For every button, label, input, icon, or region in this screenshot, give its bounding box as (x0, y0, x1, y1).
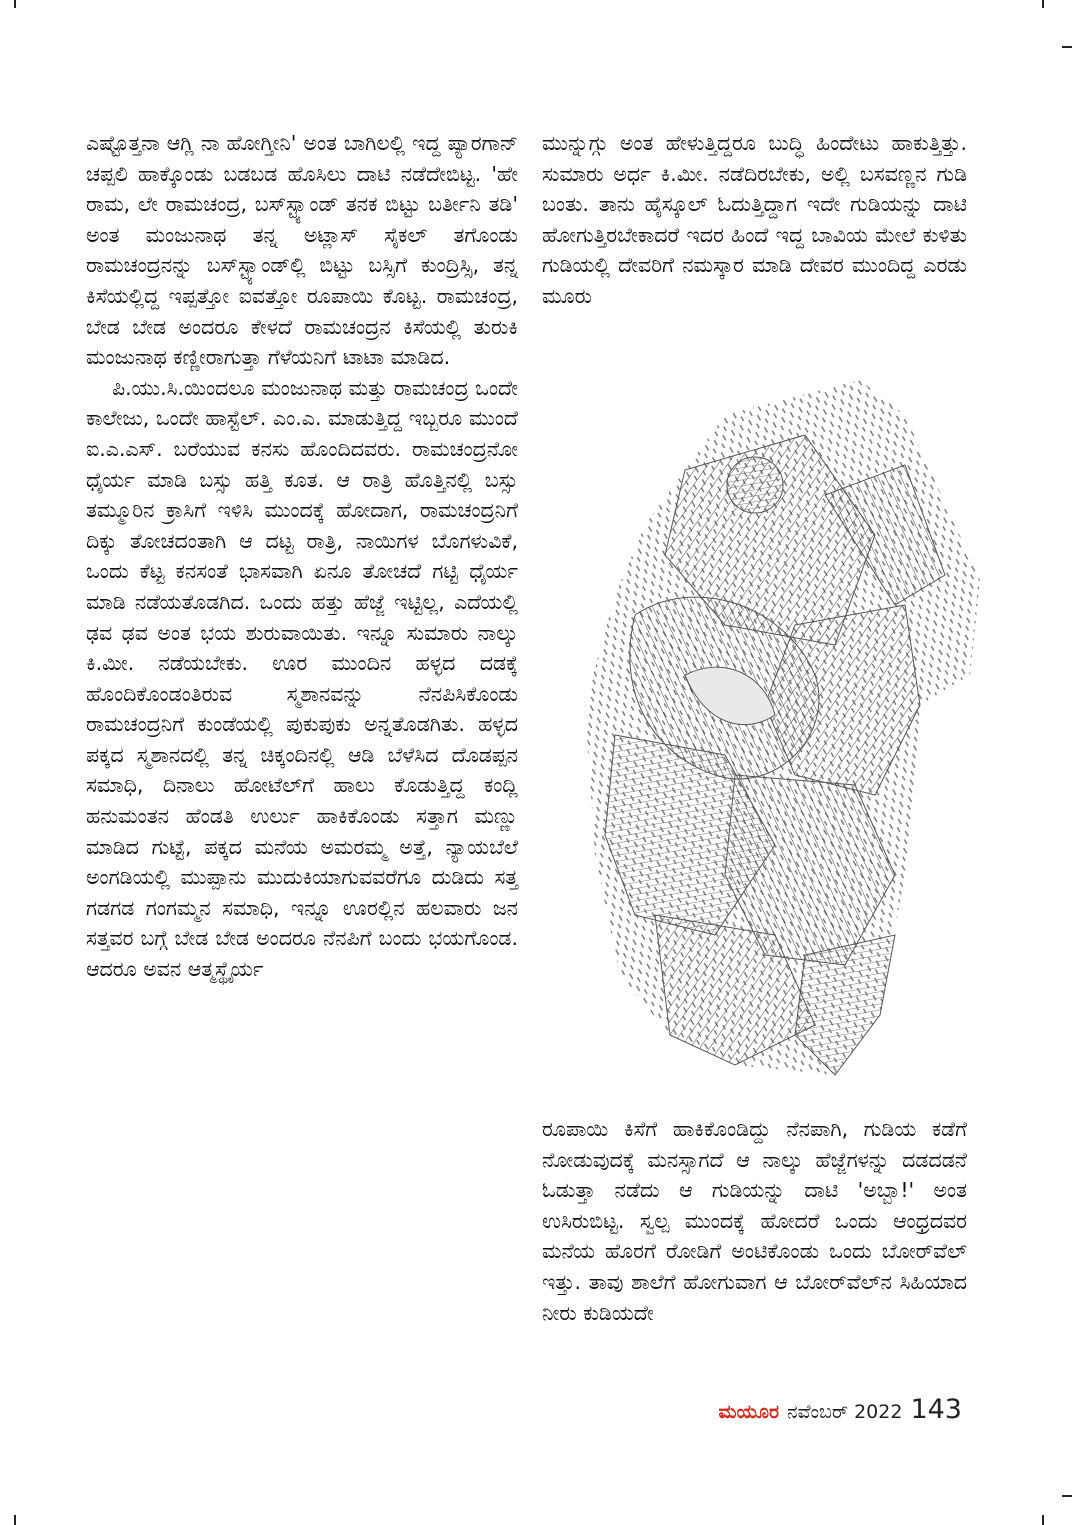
crop-mark-top-right (1042, 0, 1044, 8)
article-left-column (86, 128, 518, 985)
article-right-column-top (542, 128, 967, 312)
abstract-pencil-sketch-icon (575, 375, 995, 1080)
paragraph: ರೂಪಾಯಿ ಕಿಸೆಗೆ ಹಾಕಿಕೊಂಡಿದ್ದು ನೆನಪಾಗಿ, ಗುಡಿಯ ಕಡೆಗೆ ನೋಡುವುದಕ್ಕೆ ಮನಸ್ಸಾಗದೆ ಆ ನಾಲ್ಕು ಹೆಜ್ಜೆಗಳನ್ನು ದಡದಡನೆ ಓಡುತ್ತಾ ನಡೆದು ಆ ಗುಡಿಯನ್ನು ದಾಟಿ 'ಅಬ್ಬಾ!' ಅಂತ ಉಸಿರುಬಿಟ್ಟ. ಸ್ವಲ್ಪ ಮುಂದಕ್ಕೆ ಹೋದರೆ ಒಂದು ಆಂಧ್ರದವರ ಮನೆಯ ಹೊರಗೆ ರೋಡಿಗೆ ಅಂಟಿಕೊಂಡು ಒಂದು ಬೋರ್‌ವೆಲ್ ಇತ್ತು. ತಾವು ಶಾಲೆಗೆ ಹೋಗುವಾಗ ಆ ಬೋರ್‌ವೆಲ್‌ನ ಸಿಹಿಯಾದ ನೀರು ಕುಡಿಯದೇ (542, 1117, 967, 1325)
page-number: 143 (910, 1394, 962, 1425)
issue-date: ನವೆಂಬರ್ 2022 (787, 1401, 903, 1423)
paragraph: ಎಷ್ಟೊತ್ತನಾ ಆಗ್ಲಿ ನಾ ಹೋಗ್ತೀನಿ' ಅಂತ ಬಾಗಿಲಲ್ಲಿ ಇದ್ದ ಪ್ಯಾರಗಾನ್ ಚಪ್ಪಲಿ ಹಾಕ್ಕೊಂಡು ಬಡಬಡ ಹೊಸಿಲು ದಾಟಿ ನಡೆದೇಬಿಟ್ಟ. 'ಹೇ ರಾಮ, ಲೇ ರಾಮಚಂದ್ರ, ಬಸ್‌ಸ್ಟ್ಯಾಂಡ್ ತನಕ ಬಿಟ್ಟು ಬರ್ತೀನಿ ತಡಿ' ಅಂತ ಮಂಜುನಾಥ ತನ್ನ ಅಟ್ಲಾಸ್ ಸೈಕಲ್ ತಗೊಂಡು ರಾಮಚಂದ್ರನನ್ನು ಬಸ್‌ಸ್ಟ್ಯಾಂಡ್‌ಲ್ಲಿ ಬಿಟ್ಟು ಬಸ್ಸಿಗೆ ಕುಂದ್ರಿಸ್ಸಿ, ತನ್ನ ಕಿಸೆಯಲ್ಲಿದ್ದ ಇಪ್ಪತ್ತೋ ಐವತ್ತೋ ರೂಪಾಯಿ ಕೊಟ್ಟ. ರಾಮಚಂದ್ರ, ಬೇಡ ಬೇಡ ಅಂದರೂ ಕೇಳದೆ ರಾಮಚಂದ್ರನ ಕಿಸೆಯಲ್ಲಿ ತುರುಕಿ ಮಂಜುನಾಥ ಕಣ್ಣೀರಾಗುತ್ತಾ ಗೆಳೆಯನಿಗೆ ಟಾಟಾ ಮಾಡಿದ. (86, 131, 518, 370)
crop-mark-bottom-right (1042, 1515, 1044, 1525)
crop-mark-right-lower (1062, 1495, 1072, 1497)
paragraph: ಪಿ.ಯು.ಸಿ.ಯಿಂದಲೂ ಮಂಜುನಾಥ ಮತ್ತು ರಾಮಚಂದ್ರ ಒಂದೇ ಕಾಲೇಜು, ಒಂದೇ ಹಾಸ್ಟೆಲ್. ಎಂ.ಎ. ಮಾಡುತ್ತಿದ್ದ ಇಬ್ಬರೂ ಮುಂದೆ ಐ.ಎ.ಎಸ್. ಬರೆಯುವ ಕನಸು ಹೊಂದಿದವರು. ರಾಮಚಂದ್ರನೋ ಧೈರ್ಯ ಮಾಡಿ ಬಸ್ಸು ಹತ್ತಿ ಕೂತ. ಆ ರಾತ್ರಿ ಹೊತ್ತಿನಲ್ಲಿ ಬಸ್ಸು ತಮ್ಮೂರಿನ ಕ್ರಾಸಿಗೆ ಇಳಿಸಿ ಮುಂದಕ್ಕೆ ಹೋದಾಗ, ರಾಮಚಂದ್ರನಿಗೆ ದಿಕ್ಕು ತೋಚದಂತಾಗಿ ಆ ದಟ್ಟ ರಾತ್ರಿ, ನಾಯಿಗಳ ಬೊಗಳುವಿಕೆ, ಒಂದು ಕೆಟ್ಟ ಕನಸಂತೆ ಭಾಸವಾಗಿ ಏನೂ ತೋಚದೆ ಗಟ್ಟಿ ಧೈರ್ಯ ಮಾಡಿ ನಡೆಯತೊಡಗಿದ. ಒಂದು ಹತ್ತು ಹೆಜ್ಜೆ ಇಟ್ಟಿಲ್ಲ, ಎದೆಯಲ್ಲಿ ಢವ ಢವ ಅಂತ ಭಯ ಶುರುವಾಯಿತು. ಇನ್ನೂ ಸುಮಾರು ನಾಲ್ಕು ಕಿ.ಮೀ. ನಡೆಯಬೇಕು. ಊರ ಮುಂದಿನ ಹಳ್ಳದ ದಡಕ್ಕೆ ಹೊಂದಿಕೊಂಡಂತಿರುವ ಸ್ಮಶಾನವನ್ನು ನೆನಪಿಸಿಕೊಂಡು ರಾಮಚಂದ್ರನಿಗೆ ಕುಂಡೆಯಲ್ಲಿ ಪುಕುಪುಕು ಅನ್ನತೊಡಗಿತು. ಹಳ್ಳದ ಪಕ್ಕದ ಸ್ಮಶಾನದಲ್ಲಿ ತನ್ನ ಚಿಕ್ಕಂದಿನಲ್ಲಿ ಆಡಿ ಬೆಳೆಸಿದ ದೊಡಪ್ಪನ ಸಮಾಧಿ, ದಿನಾಲು ಹೋಟೆಲ್‌ಗೆ ಹಾಲು ಕೊಡುತ್ತಿದ್ದ ಕಂದ್ಲಿ ಹನುಮಂತನ ಹೆಂಡತಿ ಉರ್ಲು ಹಾಕಿಕೊಂಡು ಸತ್ತಾಗ ಮಣ್ಣು ಮಾಡಿದ ಗುಟ್ಟೆ, ಪಕ್ಕದ ಮನೆಯ ಅಮರಮ್ಮ ಅತ್ತೆ, ನ್ಯಾಯಬೆಲೆ ಅಂಗಡಿಯಲ್ಲಿ ಮುಪ್ಪಾನು ಮುದುಕಿಯಾಗುವವರೆಗೂ ದುಡಿದು ಸತ್ತ ಗಡಗಡ ಗಂಗಮ್ಮನ ಸಮಾಧಿ, ಇನ್ನೂ ಊರಲ್ಲಿನ ಹಲವಾರು ಜನ ಸತ್ತವರ ಬಗ್ಗೆ ಬೇಡ ಬೇಡ ಅಂದರೂ ನೆನಪಿಗೆ ಬಂದು ಭಯಗೊಂಡ. ಆದರೂ ಅವನ ಆತ್ಮಸ್ಥೈರ್ಯ (86, 375, 518, 982)
crop-mark-top-left (14, 0, 16, 8)
crop-mark-right-upper (1062, 46, 1072, 48)
magazine-name: ಮಯೂರ (718, 1401, 780, 1423)
crop-mark-bottom-left (14, 1515, 16, 1525)
page-footer (718, 1394, 962, 1424)
paragraph: ಮುನ್ನುಗ್ಗು ಅಂತ ಹೇಳುತ್ತಿದ್ದರೂ ಬುದ್ಧಿ ಹಿಂದೇಟು ಹಾಕುತ್ತಿತ್ತು. ಸುಮಾರು ಅರ್ಧ ಕಿ.ಮೀ. ನಡೆದಿರಬೇಕು, ಅಲ್ಲಿ ಬಸವಣ್ಣನ ಗುಡಿ ಬಂತು. ತಾನು ಹೈಸ್ಕೂಲ್ ಓದುತ್ತಿದ್ದಾಗ ಇದೇ ಗುಡಿಯನ್ನು ದಾಟಿ ಹೋಗುತ್ತಿರಬೇಕಾದರೆ ಇದರ ಹಿಂದೆ ಇದ್ದ ಬಾವಿಯ ಮೇಲೆ ಕುಳಿತು ಗುಡಿಯಲ್ಲಿ ದೇವರಿಗೆ ನಮಸ್ಕಾರ ಮಾಡಿ ದೇವರ ಮುಂದಿದ್ದ ಎರಡು ಮೂರು (542, 131, 967, 308)
article-right-column-bottom (542, 1114, 967, 1328)
